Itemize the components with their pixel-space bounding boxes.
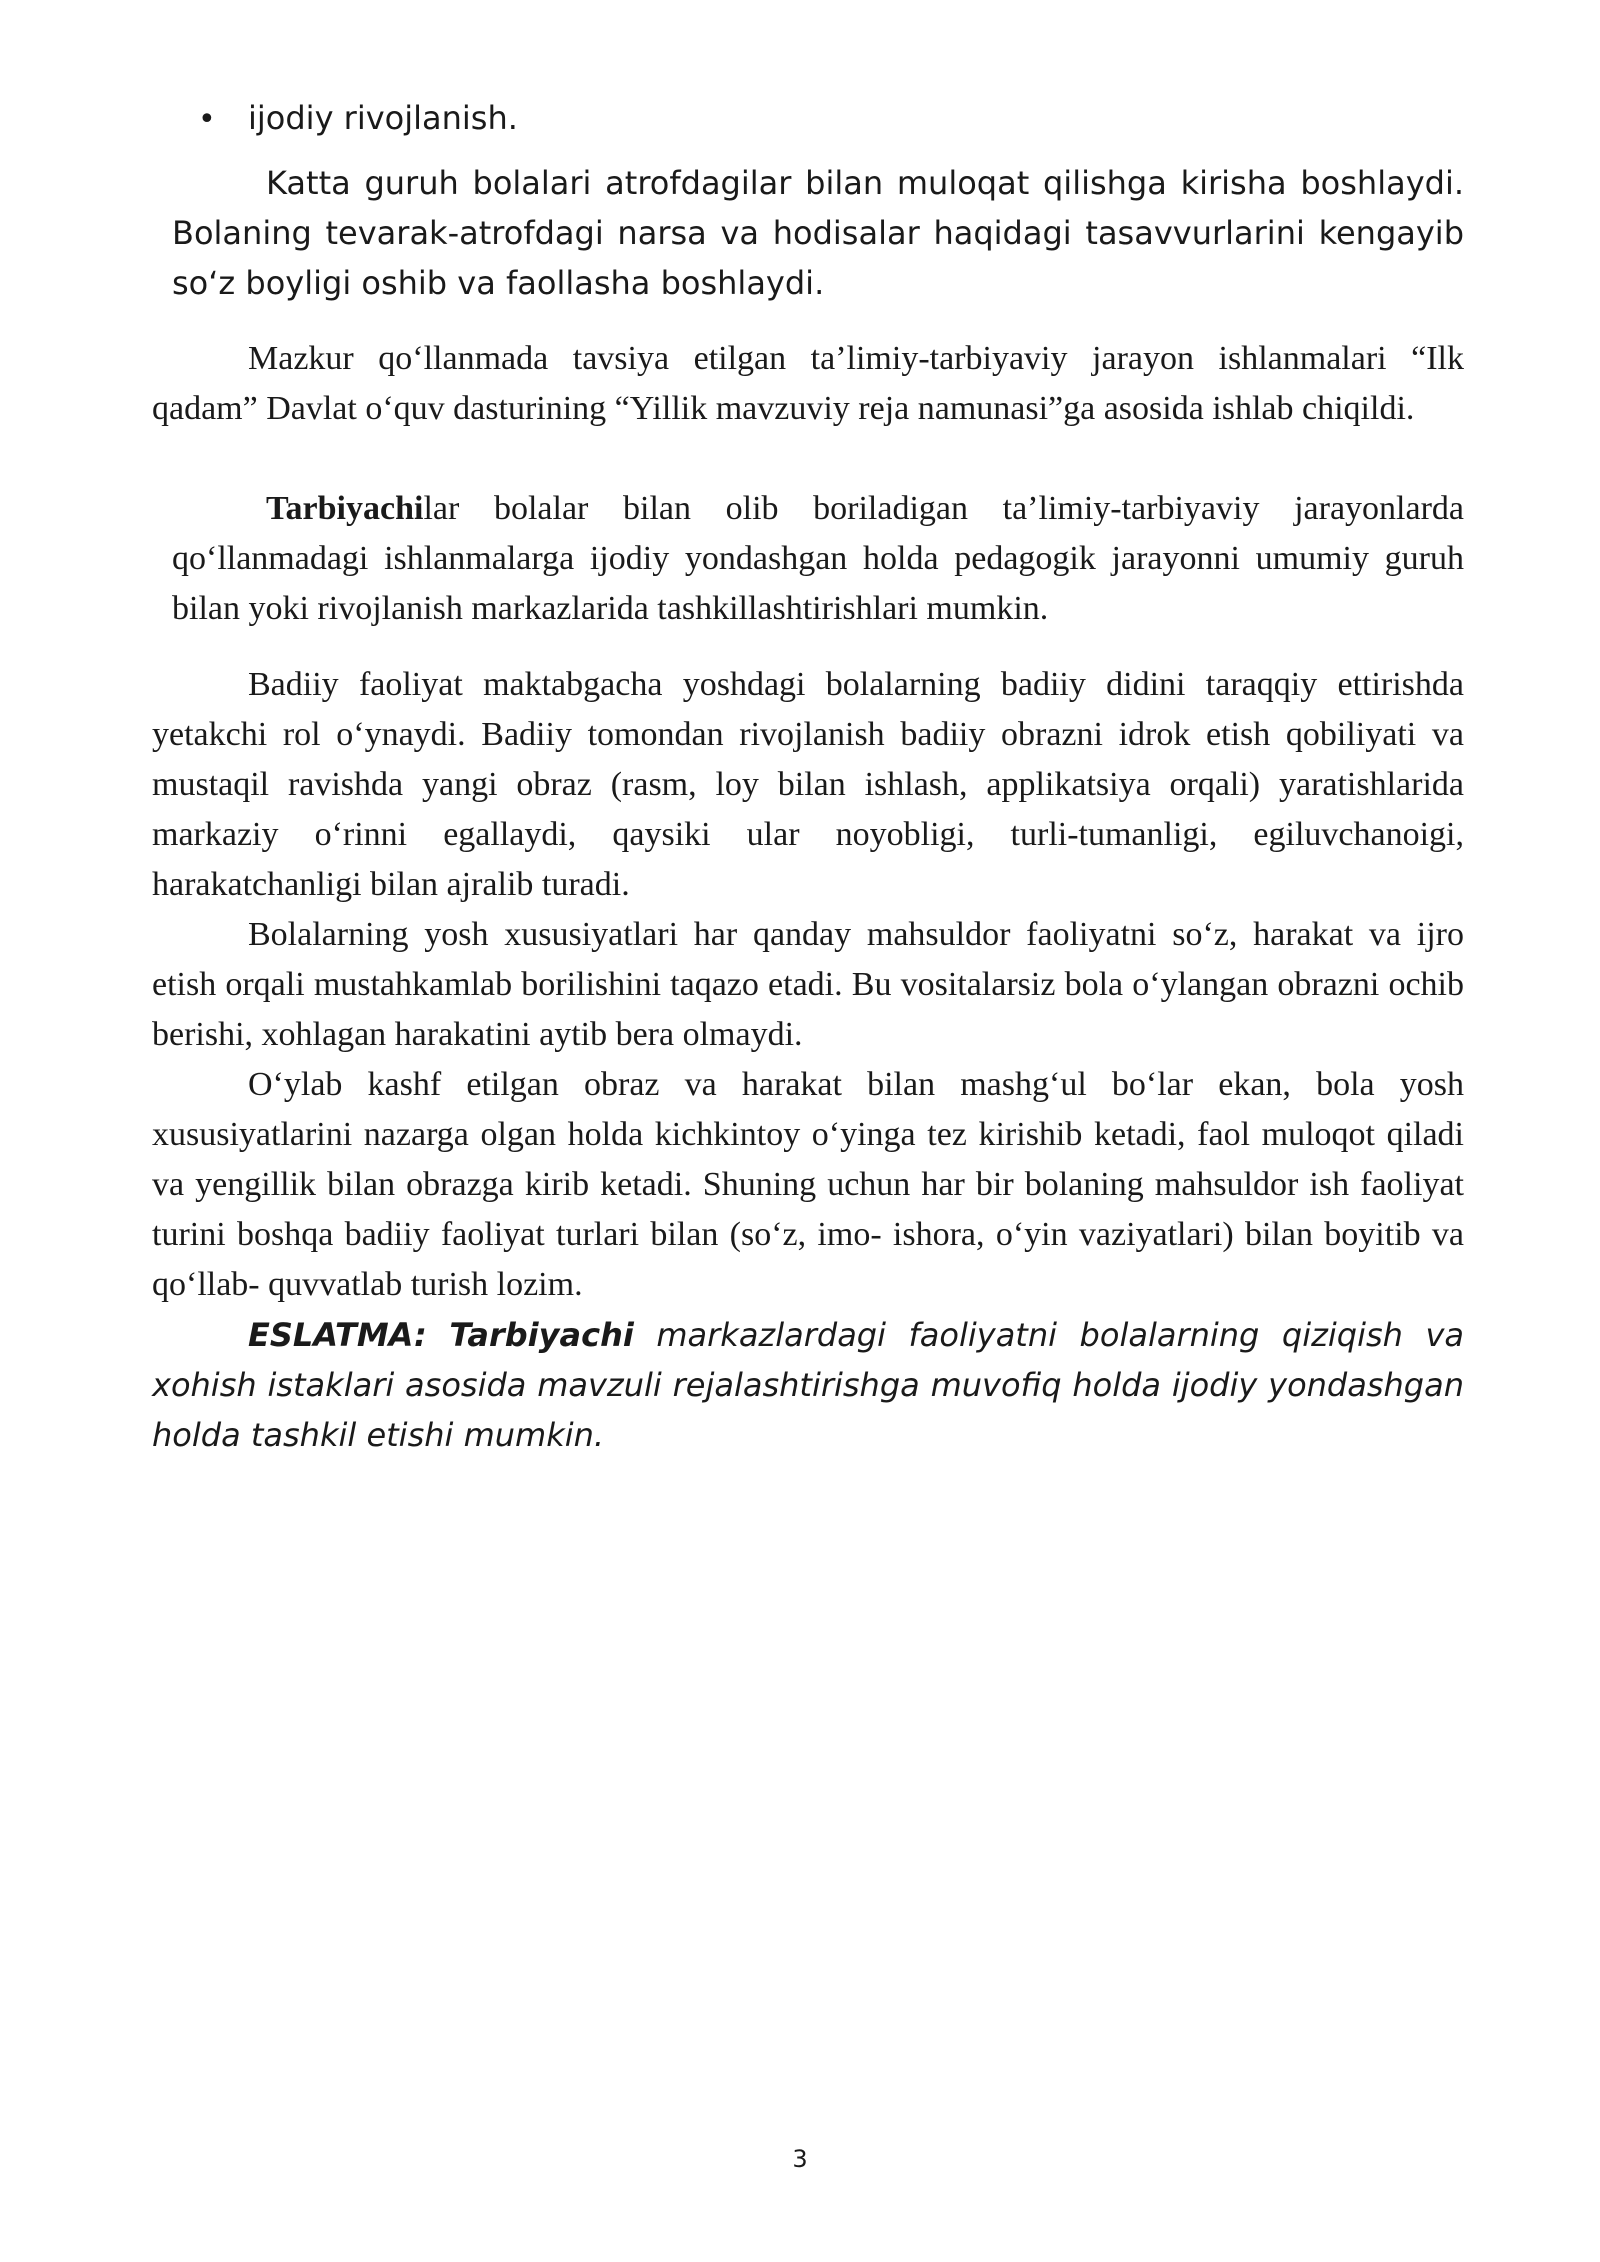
bold-word-tarbiyachi: Tarbiyachi: [266, 490, 424, 527]
note-label: ESLATMA:: [248, 1316, 427, 1354]
paragraph-tarbiyachilar: [172, 484, 1464, 634]
paragraph-badiiy-faoliyat: Badiiy faoliyat maktabgacha yoshdagi bolalarning badiiy didini taraqqiy ettirishda yetakchi rol o‘ynaydi. Badiiy tomondan rivojlanish badiiy obrazni idrok etish qobiliyati va mustaqil ravishda yangi obraz (rasm, loy bilan ishlash, applikatsiya orqali) yaratishlarida markaziy o‘rinni egallaydi, qaysiki ular noyobligi, turli-tumanligi, egiluvchanoigi, harakatchanligi bilan ajralib turadi.: [152, 666, 1464, 903]
paragraph-katta-guruh: Katta guruh bolalari atrofdagilar bilan muloqat qilishga kirisha boshlaydi. Bolaning tevarak-atrofdagi narsa va hodisalar haqidagi tasavvurlarini kengayib so‘z boyligi oshib va faollasha boshlaydi.: [172, 164, 1464, 302]
page-number: 3: [792, 2145, 808, 2173]
paragraph-tarbiyachilar-rest: lar bolalar bilan olib boriladigan ta’limiy-tarbiyaviy jarayonlarda qo‘llanmadagi ishlanmalarga ijodiy yondashgan holda pedagogik jarayonni umumiy guruh bilan yoki rivojlanish markazlarida tashkillashtirishlari mumkin.: [172, 490, 1464, 627]
paragraph-yosh-xususiyatlari: Bolalarning yosh xususiyatlari har qanday mahsuldor faoliyatni so‘z, harakat va ijro etish orqali mustahkamlab borilishini taqazo etadi. Bu vositalarsiz bola o‘ylangan obrazni ochib berishi, xohlagan harakatini aytib bera olmaydi.: [152, 916, 1464, 1053]
paragraph-mazkur-qollanma: Mazkur qo‘llanmada tavsiya etilgan ta’limiy-tarbiyaviy jarayon ishlanmalari “Ilk qadam” Davlat o‘quv dasturining “Yillik mavzuviy reja namunasi”ga asosida ishlab chiqildi.: [152, 340, 1464, 427]
bullet-item: [198, 93, 518, 145]
bullet-text: ijodiy rivojlanish.: [248, 99, 518, 137]
note-eslatma: [152, 1310, 1464, 1460]
note-bold-word: Tarbiyachi: [449, 1316, 634, 1354]
paragraph-oylab-kashf: O‘ylab kashf etilgan obraz va harakat bilan mashg‘ul bo‘lar ekan, bola yosh xususiyatlarini nazarga olgan holda kichkintoy o‘yinga tez kirishib ketadi, faol muloqot qiladi va yengillik bilan obrazga kirib ketadi. Shuning uchun har bir bolaning mahsuldor ish faoliyat turini boshqa badiiy faoliyat turlari bilan (so‘z, imo- ishora, o‘yin vaziyatlari) bilan boyitib va qo‘llab- quvvatlab turish lozim.: [152, 1066, 1464, 1303]
bullet-dot-icon: •: [198, 102, 216, 137]
note-text: markazlardagi faoliyatni bolalarning qiziqish va xohish istaklari asosida mavzuli rejalashtirishga muvofiq holda ijodiy yondashgan holda tashkil etishi mumkin.: [152, 1316, 1465, 1454]
